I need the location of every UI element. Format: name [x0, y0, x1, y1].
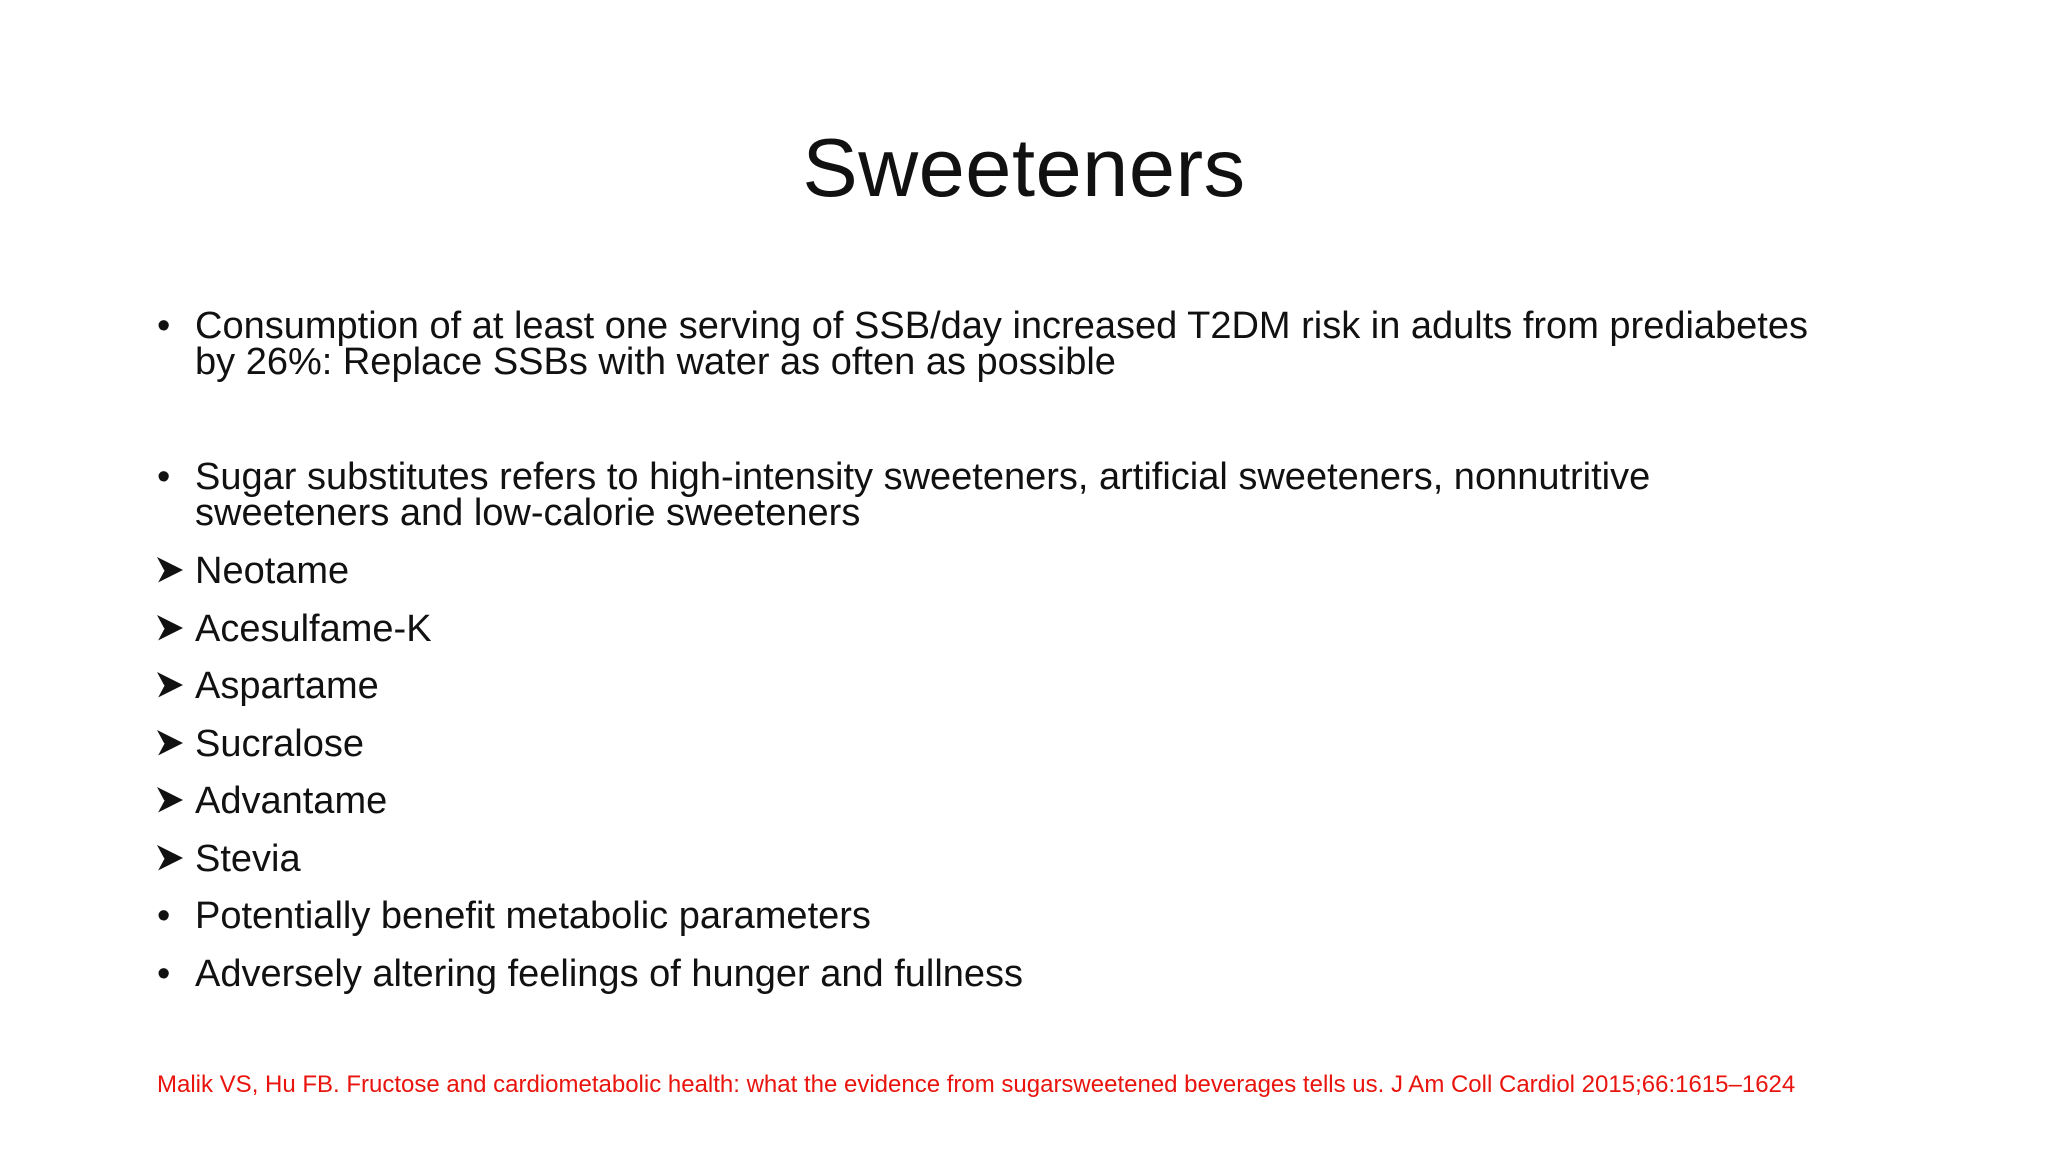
bullet-item-sugar-substitutes [155, 456, 1905, 534]
sub-item-neotame [155, 550, 1905, 592]
bullet-text: Sugar substitutes refers to high-intensity sweeteners, artificial sweeteners, nonnutritive sweeteners and low-calorie sweeteners [195, 456, 1651, 534]
bullet-marker: • [157, 305, 171, 347]
bullet-marker: • [157, 895, 171, 937]
arrow-icon [155, 555, 195, 591]
arrow-icon [155, 728, 195, 764]
sub-item-text: Neotame [195, 550, 350, 592]
bullet-text: Consumption of at least one serving of SSB/day increased T2DM risk in adults from prediabetes by 26%: Replace SSBs with water as often as possible [195, 305, 1808, 383]
bullet-marker: • [157, 456, 171, 498]
sub-item-text: Acesulfame-K [195, 608, 432, 650]
sub-item-text: Aspartame [195, 665, 379, 707]
bullet-text: Adversely altering feelings of hunger and fullness [195, 953, 1024, 995]
bullet-item-ssb-risk [155, 305, 1905, 383]
arrow-icon [155, 843, 195, 879]
slide-title: Sweeteners [802, 121, 1246, 214]
bullet-item-hunger-fullness [155, 953, 1905, 995]
sub-item-text: Advantame [195, 780, 388, 822]
sub-item-stevia [155, 838, 1905, 880]
bullet-item-metabolic-benefit [155, 895, 1905, 937]
bullet-marker: • [157, 953, 171, 995]
sub-item-text: Stevia [195, 838, 301, 880]
sub-item-text: Sucralose [195, 723, 364, 765]
sub-item-sucralose [155, 723, 1905, 765]
arrow-icon [155, 670, 195, 706]
reference-citation: Malik VS, Hu FB. Fructose and cardiometabolic health: what the evidence from sugarsweetened beverages tells us. J Am Coll Cardiol 2015;66:1615–1624 [157, 1071, 1796, 1098]
arrow-icon [155, 785, 195, 821]
sub-item-advantame [155, 780, 1905, 822]
bullet-text: Potentially benefit metabolic parameters [195, 895, 871, 937]
arrow-icon [155, 613, 195, 649]
sub-item-aspartame [155, 665, 1905, 707]
sub-item-acesulfame-k [155, 608, 1905, 650]
